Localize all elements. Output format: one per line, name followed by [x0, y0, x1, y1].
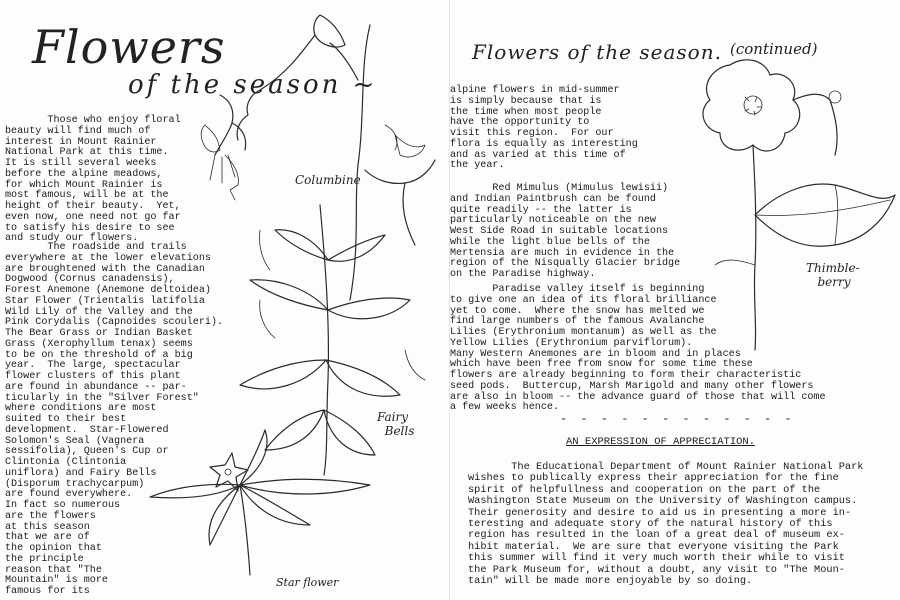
text-line: which have been free from snow for some time these — [450, 359, 753, 371]
text-line: even now, one need not go far — [5, 211, 181, 223]
page-title: Flowers — [32, 20, 226, 74]
fairy-bells-label: Fairy Bells — [377, 410, 415, 438]
text-line: Red Mimulus (Mimulus lewisii) — [450, 183, 669, 194]
text-line: Solomon's Seal (Vagnera — [5, 435, 145, 447]
text-line: suited to their best — [5, 414, 127, 425]
text-line: flower clusters of this plant — [5, 371, 181, 382]
text-line: Paradise valley itself is beginning — [450, 284, 705, 295]
text-line: are also in bloom -- the advance guard of those that will come — [450, 391, 826, 403]
text-line: flora is equally as interesting — [450, 138, 638, 150]
text-line: the principle — [5, 553, 84, 565]
text-line: Mountain" is more — [5, 575, 108, 587]
text-line: the time when most people — [450, 106, 602, 118]
text-line: that we are of — [5, 532, 90, 544]
text-line: It is still several weeks — [5, 158, 157, 169]
text-line: tain" will be made more enjoyable by so doing. — [468, 575, 753, 588]
text-line: In fact so numerous — [5, 500, 121, 511]
text-line: Lilies (Erythronium montanum) as well as the — [450, 327, 717, 338]
text-line: this summer will find it very much worth their while to visit — [468, 552, 845, 565]
mimulus-paragraph — [450, 184, 680, 281]
text-line: at this season — [5, 521, 90, 533]
text-line: Clintonia (Clintonia — [5, 457, 127, 468]
text-line: region has resulted in the loan of a great deal of museum ex- — [468, 529, 845, 542]
text-line: Star Flower (Trientalis latifolia — [5, 295, 205, 307]
text-line: flowers are already beginning to form their characteristic — [450, 370, 802, 381]
text-line: Grass (Xerophyllum tenax) seems — [5, 338, 193, 350]
text-line: National Park at this time. — [5, 147, 169, 159]
text-line: The Bear Grass or Indian Basket — [5, 328, 193, 339]
text-line: visit this region. For our — [450, 128, 614, 139]
text-line: seed pods. Buttercup, Marsh Marigold and many other flowers — [450, 380, 814, 392]
text-line: and Indian Paintbrush can be found — [450, 193, 656, 205]
text-line: are the flowers — [5, 510, 96, 522]
text-line: Many Western Anemones are in bloom and in places — [450, 348, 741, 360]
text-line: to give one an idea of its floral brilliance — [450, 294, 717, 306]
continued-label: (continued) — [730, 40, 818, 58]
text-line: height of their beauty. Yet, — [5, 201, 181, 212]
text-line: a few weeks hence. — [450, 402, 560, 414]
text-line: Dogwood (Cornus canadensis), — [5, 274, 175, 286]
text-line: year. The large, spectacular — [5, 360, 181, 372]
text-line: find large numbers of the famous Avalanche — [450, 316, 705, 328]
text-line: spirit of helpfullness and cooperation on the part of the — [468, 483, 821, 496]
text-line: before the alpine meadows, — [5, 168, 163, 180]
text-line: particularly noticeable on the new — [450, 215, 656, 227]
text-line: to be on the threshold of a big — [5, 349, 193, 361]
columbine-label: Columbine — [295, 173, 361, 187]
page-subtitle: of the season ~ — [128, 70, 378, 100]
text-line: Their generosity and desire to aid us in presenting a more in- — [468, 506, 852, 519]
text-line: The Educational Department of Mount Rainier National Park — [468, 461, 864, 473]
thimbleberry-drawing — [685, 45, 900, 355]
text-line: reason that "The — [5, 564, 102, 576]
text-line: interest in Mount Rainier — [5, 136, 157, 148]
text-line: quite readily -- the latter is — [450, 204, 632, 216]
text-line: alpine flowers in mid-summer — [450, 85, 620, 96]
text-line: wishes to publically express their appreciation for the fine — [468, 472, 839, 485]
text-line: is simply because that is — [450, 95, 602, 107]
intro-paragraph — [5, 116, 181, 245]
text-line: Mertensia are much in evidence in the — [450, 247, 675, 259]
text-line: Forest Anemone (Anemone deltoidea) — [5, 285, 211, 296]
star-flower-label: Star flower — [276, 576, 339, 589]
text-line: (Disporum trachycarpum) — [5, 478, 145, 490]
text-line: The roadside and trails — [5, 242, 187, 253]
text-line: everywhere at the lower elevations — [5, 252, 211, 264]
text-line: have the opportunity to — [450, 117, 590, 129]
text-line: development. Star-Flowered — [5, 424, 169, 436]
text-line: and as varied at this time of — [450, 149, 626, 161]
alpine-paragraph — [450, 86, 638, 172]
text-line: and study our flowers. — [5, 233, 139, 245]
text-line: the opinion that — [5, 543, 102, 554]
text-line: Wild Lily of the Valley and the — [5, 306, 193, 318]
right-page — [450, 0, 900, 600]
appreciation-paragraph — [468, 462, 863, 587]
text-line: for which Mount Rainier is — [5, 179, 163, 191]
text-line: uniflora) and Fairy Bells — [5, 467, 157, 479]
text-line: region of the Nisqually Glacier bridge — [450, 258, 681, 270]
thimbleberry-label: Thimble- berry — [806, 261, 860, 289]
text-line: yet to come. Where the snow has melted we — [450, 305, 705, 317]
text-line: the Park Museum for, without a doubt, any visit to "The Moun- — [468, 563, 845, 576]
text-line: hibit material. We are sure that everyone visiting the Park — [468, 540, 839, 553]
text-line: teresting and adequate story of the natural history of this — [468, 518, 833, 531]
text-line: famous for its — [5, 586, 90, 597]
text-line: ticularly in the "Silver Forest" — [5, 392, 199, 404]
appreciation-heading: AN EXPRESSION OF APPRECIATION. — [566, 436, 756, 448]
text-line: sessifolia), Queen's Cup or — [5, 446, 169, 458]
text-line: where conditions are most — [5, 403, 157, 415]
text-line: most famous, will be at the — [5, 190, 169, 202]
right-page-title: Flowers of the season. — [472, 40, 722, 64]
text-line: are found everywhere. — [5, 489, 133, 501]
text-line: West Side Road in suitable locations — [450, 226, 669, 237]
section-divider: - - - - - - - - - - - - — [560, 412, 795, 426]
text-line: the year. — [450, 160, 505, 172]
text-line: on the Paradise highway. — [450, 269, 596, 280]
text-line: beauty will find much of — [5, 125, 151, 137]
text-line: are found in abundance -- par- — [5, 381, 187, 393]
text-line: to satisfy his desire to see — [5, 222, 175, 234]
text-line: Those who enjoy floral — [5, 115, 181, 126]
text-line: Yellow Lilies (Erythronium parviflorum). — [450, 337, 693, 349]
text-line: Pink Corydalis (Capnoides scouleri). — [5, 317, 224, 329]
text-line: are broughtened with the Canadian — [5, 263, 205, 275]
star-flower-drawing — [140, 425, 390, 585]
text-line: Washington State Museum on the University of Washington campus. — [468, 495, 858, 508]
text-line: while the light blue bells of the — [450, 236, 650, 248]
